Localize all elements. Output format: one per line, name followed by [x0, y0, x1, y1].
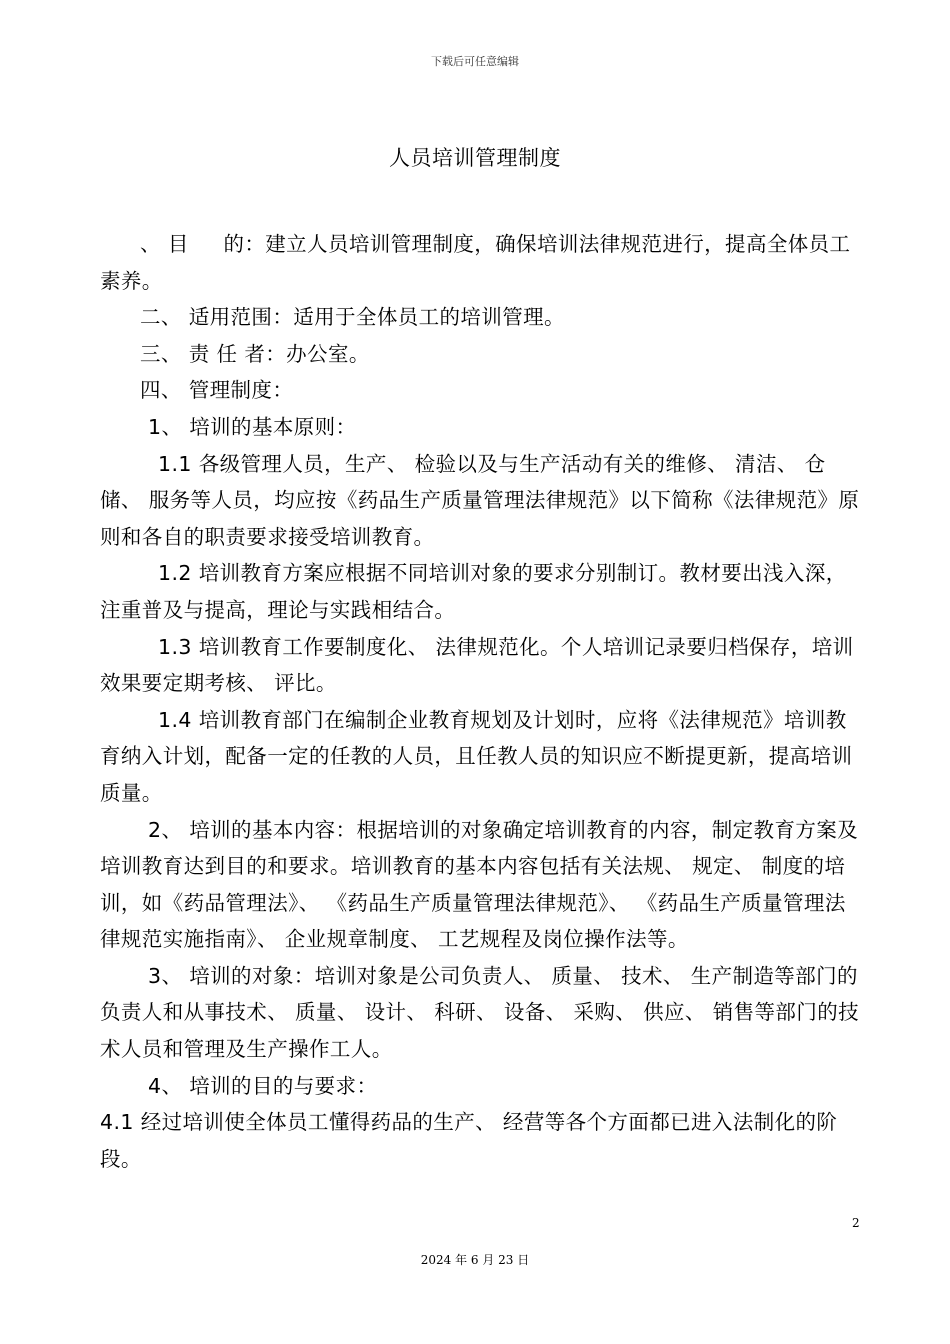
paragraph-section-2: 2、 培训的基本内容：根据培训的对象确定培训教育的内容，制定教育方案及培训教育达到目的和要求。培训教育的基本内容包括有关法规、 规定、 制度的培训，如《药品管理法》、 《药品生产质量管理法律规范》、 《药品生产质量管理法律规范实施指南》、 企业规章制度、 工艺规程及岗位操作法等。: [100, 817, 859, 952]
page-number: 2: [852, 1216, 860, 1230]
paragraph-responsible: 三、 责 任 者：办公室。: [140, 341, 370, 366]
paragraph-section-1: 1、 培训的基本原则：: [148, 414, 357, 439]
document-title: 人员培训管理制度: [389, 146, 561, 170]
paragraph-scope: 二、 适用范围：适用于全体员工的培训管理。: [140, 305, 565, 330]
paragraph-4-1: 4.1 经过培训使全体员工懂得药品的生产、 经营等各个方面都已进入法制化的阶段。: [100, 1110, 838, 1171]
paragraph-section-3: 3、 培训的对象：培训对象是公司负责人、 质量、 技术、 生产制造等部门的负责人和从事技术、 质量、 设计、 科研、 设备、 采购、 供应、 销售等部门的技术人员和管理及生产操作工人。: [100, 963, 860, 1062]
page-footer-date: 2024 年 6 月 23 日: [420, 1253, 530, 1267]
document-body: [100, 226, 860, 1177]
paragraph-section-4: 4、 培训的目的与要求：: [148, 1073, 378, 1098]
page-header: 下载后可任意编辑: [431, 55, 519, 68]
paragraph-purpose: 、 目 的：建立人员培训管理制度，确保培训法律规范进行，提高全体员工素养。: [100, 232, 851, 293]
paragraph-1-1: 1.1 各级管理人员，生产、 检验以及与生产活动有关的维修、 清洁、 仓储、 服务等人员，均应按《药品生产质量管理法律规范》以下简称《法律规范》原则和各自的职责要求接受培训教育。: [100, 451, 860, 549]
paragraph-1-2: 1.2 培训教育方案应根据不同培训对象的要求分别制订。教材要出浅入深，注重普及与提高，理论与实践相结合。: [100, 561, 847, 622]
paragraph-system-heading: 四、 管理制度：: [140, 378, 294, 403]
paragraph-1-3: 1.3 培训教育工作要制度化、 法律规范化。个人培训记录要归档保存，培训效果要定期考核、 评比。: [100, 634, 854, 696]
paragraph-1-4: 1.4 培训教育部门在编制企业教育规划及计划时，应将《法律规范》培训教育纳入计划，配备一定的任教的人员，且任教人员的知识应不断提更新，提高培训质量。: [100, 707, 853, 805]
